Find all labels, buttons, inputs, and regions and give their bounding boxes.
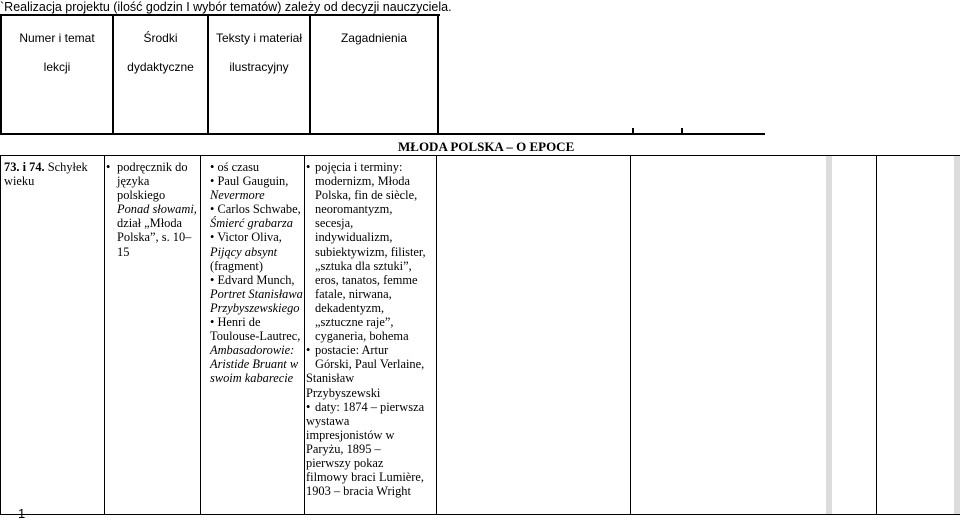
- resources-cell: [106, 160, 200, 259]
- header-materials-line2: ilustracyjny: [229, 60, 289, 74]
- lesson-topic-part1: Schyłek: [47, 160, 88, 174]
- header-topics: Zagadnienia: [340, 31, 408, 45]
- material-title: swoim kabarecie: [210, 371, 294, 386]
- topic-line: indywidualizm,: [315, 230, 393, 245]
- topic-line: pierwszy pokaz: [306, 455, 384, 470]
- material-title: Pijący absynt: [210, 244, 278, 259]
- topic-line: cyganeria, bohema: [315, 329, 409, 344]
- lesson-number: 73. i 74.: [4, 160, 45, 174]
- material-item: oś czasu: [217, 160, 260, 174]
- material-author: Edvard Munch,: [217, 272, 295, 287]
- topic-line: wystawa: [306, 413, 350, 428]
- lesson-topic-part2: wieku: [4, 174, 35, 189]
- bullet: •: [210, 160, 215, 174]
- section-title: MŁODA POLSKA – O EPOCE: [398, 139, 575, 154]
- topic-line: Przybyszewski: [306, 385, 381, 400]
- topics-cell: [306, 160, 436, 498]
- topic-line: eros, tanatos, femme: [315, 272, 418, 287]
- resource-text: podręcznik do: [117, 160, 188, 174]
- material-author: Carlos Schwabe,: [217, 202, 301, 217]
- bullet: •: [306, 343, 311, 358]
- topic-line: Górski, Paul Verlaine,: [315, 357, 425, 372]
- intro-text: `Realizacja projektu (ilość godzin I wybór tematów) zależy od decyzji nauczyciela.: [0, 0, 452, 14]
- material-author: Henri de: [217, 315, 261, 330]
- topics-people-heading: postacie: Artur: [315, 343, 389, 358]
- topic-line: Paryżu, 1895 –: [306, 441, 381, 456]
- topic-line: secesja,: [315, 216, 354, 231]
- header-lesson-line2: lekcji: [43, 60, 71, 74]
- bullet: •: [210, 272, 215, 287]
- bullet: •: [306, 399, 311, 414]
- resource-text: dział „Młoda: [117, 216, 183, 231]
- topic-line: „sztuka dla sztuki”,: [315, 258, 412, 273]
- materials-cell: [210, 160, 304, 386]
- topics-dates-heading: daty: 1874 – pierwsza: [315, 399, 425, 414]
- header-resources-line1: Środki: [143, 31, 178, 45]
- topic-line: Polska, fin de siècle,: [315, 188, 418, 203]
- header-lesson-line1: Numer i temat: [19, 31, 95, 45]
- topic-line: dekadentyzm,: [315, 300, 385, 315]
- topic-line: 1903 – bracia Wright: [306, 484, 411, 499]
- resource-text: języka polskiego: [117, 174, 166, 203]
- topic-line: fatale, nirwana,: [315, 286, 392, 301]
- material-title: Aristide Bruant w: [210, 357, 299, 372]
- bullet: •: [106, 160, 111, 174]
- topic-line: neoromantyzm,: [315, 202, 393, 217]
- resource-text: Polska”, s. 10–15: [117, 230, 192, 259]
- topic-line: modernizm, Młoda: [315, 174, 410, 189]
- topic-line: subiektywizm, filister,: [315, 244, 426, 259]
- topic-line: Stanisław: [306, 371, 355, 386]
- header-resources-line2: dydaktyczne: [127, 60, 194, 74]
- page-number: 1: [18, 506, 26, 521]
- topic-line: impresjonistów w: [306, 427, 395, 442]
- bullet: •: [210, 315, 215, 330]
- topic-line: filmowy braci Lumière,: [306, 470, 425, 485]
- header-materials-line1: Teksty i materiał: [215, 31, 303, 45]
- material-title: Ambasadorowie:: [210, 343, 295, 358]
- material-author: Victor Oliva,: [217, 230, 282, 245]
- material-title: Przybyszewskiego: [210, 300, 300, 315]
- topics-terms-heading: pojęcia i terminy:: [315, 160, 403, 174]
- lesson-cell: [4, 160, 102, 188]
- resource-book-title: Ponad słowami,: [117, 202, 197, 217]
- material-title: Śmierć grabarza: [210, 216, 293, 231]
- material-author: Toulouse-Lautrec,: [210, 329, 301, 344]
- material-title: Nevermore: [210, 188, 265, 203]
- topic-line: „sztuczne raje”,: [315, 315, 394, 330]
- bullet: •: [210, 174, 215, 189]
- bullet: •: [210, 230, 215, 245]
- material-note: (fragment): [210, 258, 263, 273]
- bullet: •: [306, 160, 311, 174]
- material-author: Paul Gauguin,: [217, 174, 289, 189]
- material-title: Portret Stanisława: [210, 286, 303, 301]
- bullet: •: [210, 202, 215, 217]
